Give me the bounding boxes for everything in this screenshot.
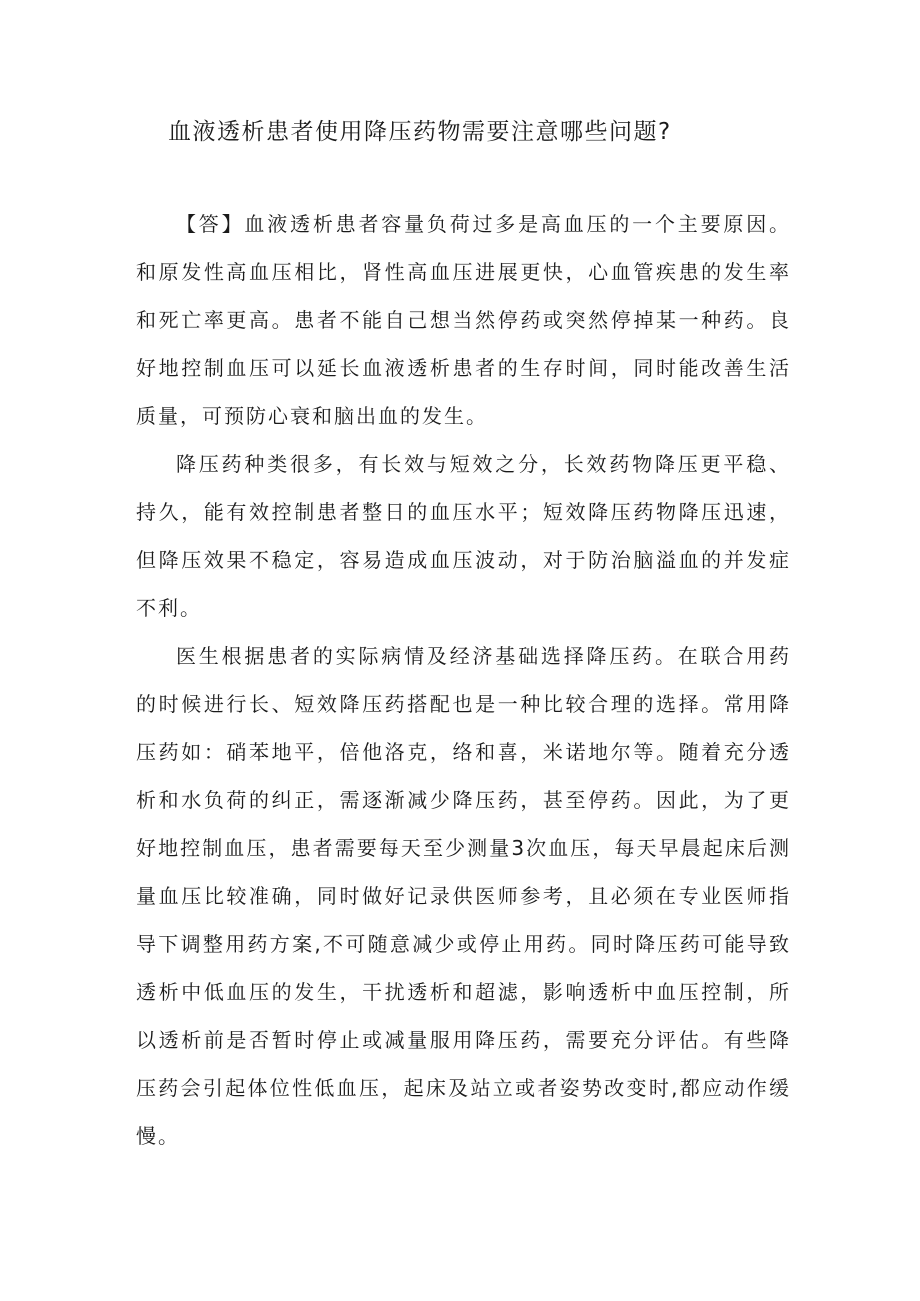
paragraph-drug-selection: 医生根据患者的实际病情及经济基础选择降压药。在联合用药的时候进行长、短效降压药搭配也是一种比较合理的选择。常用降压药如：硝苯地平，倍他洛克，络和喜，米诺地尔等。随着充分透析和水负荷的纠正，需逐渐减少降压药，甚至停药。因此，为了更好地控制血压，患者需要每天至少测量3次血压，每天早晨起床后测量血压比较准确，同时做好记录供医师参考，且必须在专业医师指导下调整用药方案,不可随意减少或停止用药。同时降压药可能导致透析中低血压的发生，干扰透析和超滤，影响透析中血压控制，所以透析前是否暂时停止或减量服用降压药，需要充分评估。有些降压药会引起体位性低血压，起床及站立或者姿势改变时,都应动作缓慢。 bbox=[136, 644, 791, 1148]
paragraph-drug-types: 降压药种类很多，有长效与短效之分，长效药物降压更平稳、持久，能有效控制患者整日的血压水平；短效降压药物降压迅速，但降压效果不稳定，容易造成血压波动，对于防治脑溢血的并发症不利。 bbox=[136, 452, 791, 620]
paragraph-answer-intro: 【答】血液透析患者容量负荷过多是高血压的一个主要原因。和原发性高血压相比，肾性高血压进展更快，心血管疾患的发生率和死亡率更高。患者不能自己想当然停药或突然停掉某一种药。良好地控制血压可以延长血液透析患者的生存时间，同时能改善生活质量，可预防心衰和脑出血的发生。 bbox=[136, 212, 791, 428]
document-title: 血液透析患者使用降压药物需要注意哪些问题? bbox=[168, 119, 672, 145]
